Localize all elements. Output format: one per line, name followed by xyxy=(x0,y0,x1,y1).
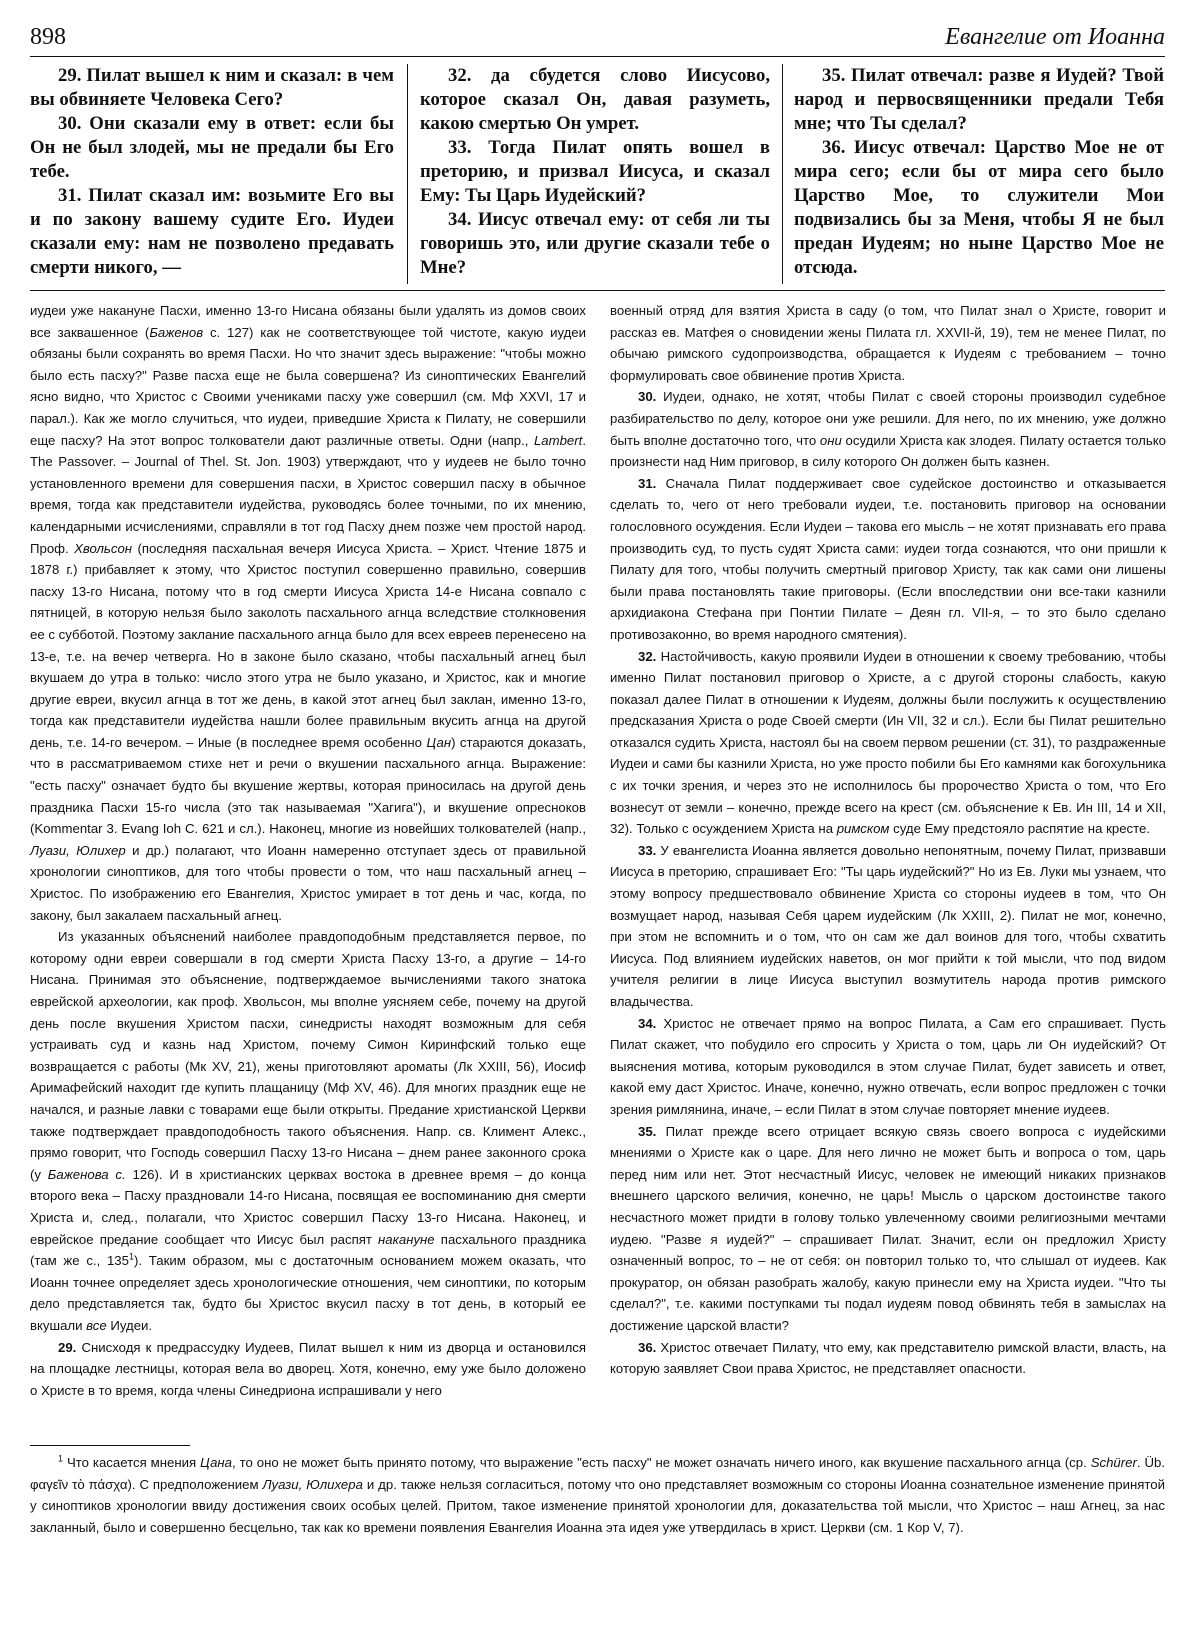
column-divider xyxy=(782,64,783,284)
footnote-reference: 1 xyxy=(128,1251,134,1262)
page-header xyxy=(30,18,1165,58)
scripture-verse-30: 30. Они сказали ему в ответ: если бы Он не был злодей, мы не предали бы Его тебе. xyxy=(30,113,394,182)
commentary-verse-31: 31. Сначала Пилат поддерживает свое судейское достоинство и отказывается сделать то, чего от него требовали иудеи, т.е. постановить приговор на основании голословного осуждения. Если Иудеи – такова его мысль – не хотят признавать его права производить суд, то пусть судят Христа сами: иудеи тогда сознаются, что они пришли к Пилату для того, чтобы получить смертный приговор Христу, так как сами они лишены были права постановлять такие приговоры. (Если впоследствии они все-таки казнили архидиакона Стефана при Понтии Пилате – Деян гл. VII-я, – то это было сделано противозаконно, во время народного смятения). xyxy=(610,475,1166,642)
footnote-rule xyxy=(30,1445,190,1446)
scripture-verse-35: 35. Пилат отвечал: разве я Иудей? Твой народ и первосвященники предали Тебя мне; что Ты сделал? xyxy=(794,65,1164,134)
scripture-verse-29: 29. Пилат вышел к ним и сказал: в чем вы обвиняете Человека Сего? xyxy=(30,65,394,110)
commentary-paragraph: военный отряд для взятия Христа в саду (о том, что Пилат знал о Христе, говорит и рассказ ев. Матфея о сновидении жены Пилата гл. XXVII-й, 19), тем не менее Пилат, по обычаю римского судопроизводства, обращается к Иудеям с требованием – точно формулировать свое обвинение против Христа. xyxy=(610,303,1166,383)
commentary-paragraph: Из указанных объяснений наиболее правдоподобным представляется первое, по которому одни евреи совершали в год смерти Христа Пасху 13-го, а другие – 14-го Нисана. Принимая это объяснение, подтверждаемое вычислениями такого знатока еврейской археологии, как проф. Хвольсон, мы вполне уясняем себе, почему на другой день после вкушения Христом пасхи, синедристы находят возможным для себя устраивать суд и казнь над Христом, почему Симон Киринфский только еще возвращается с работы (Мк XV, 21), жены приготовляют ароматы (Лк XXIII, 56), Иосиф Аримафейский находит где купить плащаницу (Мф XV, 46). Для многих праздник еще не начался, и разные лавки с товарами еще были открыты. Предание христианской Церкви также подтверждает правдоподобность такого объяснения. Напр. св. Климент Алекс., прямо говорит, что Господь совершил Пасху 13-го Нисана – днем ранее законного срока (у Баженова с. 126). И в христианских церквах востока в древнее время – до конца второго века – Пасху праздновали 14-го Нисана, посвящая ее воспоминанию дня смерти Христа и, след., полагали, что Христос совершил Пасху 13-го Нисана. Наконец, и еврейское предание сообщает что Иисус был распят накануне пасхального праздника (там же с., $135^1$). Таким образом, мы с достаточным основанием можем оказать, что Иоанн точнее определяет здесь хронологические отношения, чем синоптики, по которым дело представляется так, будто бы Христос вкусил пасху в тот день, в который ее вкушали все Иудеи. xyxy=(30,929,587,1333)
footnote-text: $^1$ Что касается мнения Цана, то оно не может быть принято потому, что выражение "есть пасху" не может означать ничего иного, как вкушение пасхального агнца (ср. Schürer. Üb. φαγεῖν τὸ πάσχα). С предположением Луази, Юлихера и др. также нельзя согласиться, потому что оно представляет возможным со стороны Иоанна сознательное изменение принятой у синоптиков хронологии ввиду достижения своих особых целей. Притом, такое изменение принятой хронологии для, доказательства той мысли, что Христос – наш Агнец, за нас закланный, было и совершенно бесцельно, так как ко времени появления Евангелия Иоанна эта идея уже утвердилась в христ. Церкви (см. 1 Кор V, 7). xyxy=(30,1453,1165,1535)
footnote-marker: 1 xyxy=(58,1453,64,1464)
commentary-verse-34: 34. Христос не отвечает прямо на вопрос Пилата, а Сам его спрашивает. Пусть Пилат скажет, что побудило его спросить у Христа о том, царь ли Он иудейский? От выяснения мотива, которым руководился в этом случае Пилат, будет зависеть и ответ, какой ему даст Христос. Иначе, конечно, нужно отвечать, если вопрос предложен с точки зрения римлянина, иначе, – если Пилат в этом случае повторяет мнение иудеев. xyxy=(610,1015,1166,1117)
verse-number: 29. xyxy=(58,1339,77,1355)
commentary-verse-33: 33. У евангелиста Иоанна является довольно непонятным, почему Пилат, призвавши Иисуса в преторию, спрашивает Его: "Ты царь иудейский?" Но из Ев. Луки мы узнаем, что этому вопросу предшествовало обвинение Христа со стороны иудеев в том, что Он возмущает народ, называя Себя царем иудейским (Лк XXIII, 2). Пилат не мог, конечно, при этом не вспомнить и о том, что он сам же дал воинов для того, чтобы схватить Иисуса. Под влиянием иудейских наветов, он мог прийти к той мысли, что под видом учителя религии в лице Иисуса выступил возмутитель народа против римского владычества. xyxy=(610,842,1166,1009)
footnote xyxy=(30,1452,1165,1538)
verse-number: 35. xyxy=(638,1123,657,1139)
scripture-verse-36: 36. Иисус отвечал: Царство Мое не от мира сего; если бы от мира сего было Царство Мое, то служители Мои подвизались бы за Меня, чтобы Я не был предан Иудеям; но ныне Царство Мое не отсюда. xyxy=(794,137,1164,278)
scripture-verse-34: 34. Иисус отвечал ему: от себя ли ты говоришь это, или другие сказали тебе о Мне? xyxy=(420,209,770,278)
page-number: 898 xyxy=(30,24,66,50)
verse-number: 31. xyxy=(638,475,657,491)
verse-number: 30. xyxy=(638,389,657,405)
scripture-column-2 xyxy=(420,64,770,286)
scripture-column-1 xyxy=(30,64,394,286)
running-title: Евангелие от Иоанна xyxy=(945,24,1165,50)
header-rule xyxy=(30,56,1165,57)
verse-number: 34. xyxy=(638,1015,657,1031)
commentary-verse-29: 29. Снисходя к предрассудку Иудеев, Пилат вышел к ним из дворца и остановился на площадке лестницы, которая вела во дворец. Хотя, конечно, ему уже было доложено о Христе в то время, когда члены Синедриона испрашивали у него xyxy=(30,1339,586,1398)
verse-number: 33. xyxy=(638,842,657,858)
scripture-verse-32: 32. да сбудется слово Иисусово, которое сказал Он, давая разуметь, какою смертью Он умрет. xyxy=(420,65,770,134)
verse-number: 32. xyxy=(638,648,657,664)
commentary-verse-35: 35. Пилат прежде всего отрицает всякую связь своего вопроса с иудейскими мнениями о Христе как о царе. Для него лично не может быть и вопроса о том, царь перед ним или нет. Этот несчастный Иисус, человек не имеющий никаких признаков внешнего царского величия, конечно, не царь! Мысль о царском достоинстве такого несчастного может придти в голову только увлеченному своими религиозными мечтами иудею. "Разве я иудей?" – спрашивает Пилат. Значит, если он предложил Христу означенный вопрос, то – не от себя: он повторил только то, что слышал от иудеев. Как прокуратор, он обязан разобрать жалобу, какую принесли ему на Христа иудеи. "Что ты сделал?", т.е. какими поступками ты подал иудеям повод обвинять тебя в замыслах на достижение царской власти? xyxy=(610,1123,1166,1333)
commentary-verse-30: 30. Иудеи, однако, не хотят, чтобы Пилат с своей стороны производил судебное разбирательство по делу, которое они уже решили. Для него, по их мнению, уже должно быть вполне достаточно того, что они осудили Христа как злодея. Пилату остается только произнести над Ним приговор, в силу которого Он должен быть казнен. xyxy=(610,389,1166,470)
verse-number: 36. xyxy=(638,1339,657,1355)
scripture-verse-31: 31. Пилат сказал им: возьмите Его вы и по закону вашему судите Его. Иудеи сказали ему: нам не позволено предавать смерти никого, — xyxy=(30,185,394,278)
commentary-paragraph: иудеи уже накануне Пасхи, именно 13-го Нисана обязаны были удалять из домов своих все заквашенное (Баженов с. 127) как не соответствующее той чистоте, какую иудеи обязаны были сохранять во время Пасхи. Но что значит здесь выражение: "чтобы можно было есть пасху?" Разве пасха еще не была совершена? Из синоптических Евангелий ясно видно, что Христос с Своими учениками пасху уже совершил (см. Мф XXVI, 17 и парал.). Как же могло случиться, что иудеи, приведшие Христа к Пилату, не совершили еще пасху? На этот вопрос толкователи дают различные ответы. Одни (напр., Lambert. The Passover. – Journal of Thel. St. Jon. 1903) утверждают, что у иудеев не было точно установленного времени для совершения пасхи, в Христос совершил пасху в обычное время, тогда как представители иудейства, руководясь более точными, по их мнению, календарными исчислениями, справляли в тот год Пасху днем позже чем простой народ. Проф. Хвольсон (последняя пасхальная вечеря Иисуса Христа. – Христ. Чтение 1875 и 1878 г.) прибавляет к этому, что Христос поступил совершенно правильно, совершив пасху 13-го Нисана, потому что в год смерти Иисуса Христа 14-е Нисана совпало с пятницей, в которую нельзя было заколоть пасхального агнца вследствие столкновения ее с субботой. Поэтому заклание пасхального агнца было для всех евреев перенесено на 13-е, т.е. на вечер четверга. Но в законе было сказано, чтобы пасхальный агнец был вкушаем до утра в только: число этого утра не было указано, и Христос, как и многие другие евреи, вкусил агнца в тот же день, в какой этот агнец был заклан, именно 13-го, тогда как представители иудейства нашли более правильным вкусить агнца на другой день, т.е. 14-го вечером. – Иные (в последнее время особенно Цан) стараются доказать, что в рассматриваемом стихе нет и речи о вкушении пасхального агнца. Выражение: "есть пасху" означает будто бы вкушение жертвы, которая приносилась на другой день праздника Пасхи 15-го числа (это так называемая "Хагига"), и вкушение опресноков (Kommentar 3. Evang Ioh C. 621 и сл.). Наконец, многие из новейших толкователей (напр., Луази, Юлихер и др.) полагают, что Иоанн намеренно отступает здесь от правильной хронологии синоптиков, для того чтобы провести о том, что наш пасхальный агнец – Христос. По изображению его Евангелия, Христос умирает в тот день и час, когда, по закону, был закалаем пасхальный агнец. xyxy=(30,303,587,923)
scripture-column-3 xyxy=(794,64,1164,286)
commentary-verse-32: 32. Настойчивость, какую проявили Иудеи в отношении к своему требованию, чтобы именно Пилат постановил приговор о Христе, а с другой стороны слабость, какую показал далее Пилат в отношении к Иудеям, должны были послужить к осуществлению предсказания Христа о роде Своей смерти (Ин VII, 32 и сл.). Если бы Пилат решительно отказался судить Христа, настоял бы на своем первом решении (ст. 31), то раздраженные Иудеи и сами бы казнили Христа, но уже просто побили бы Его камнями как богохульника с их точки зрения, и через это не исполнилось бы пророчество Христа о том, что Его вознесут от земли – конечно, прежде всего на крест (см. объяснение к Ев. Ин III, 14 и XII, 32). Только с осуждением Христа на римском суде Ему предстояло распятие на кресте. xyxy=(610,648,1166,837)
scripture-rule xyxy=(30,290,1165,291)
column-divider xyxy=(407,64,408,284)
commentary-left-column xyxy=(30,300,586,1440)
commentary-verse-36: 36. Христос отвечает Пилату, что ему, как представителю римской власти, власть, на которую заявляет Свои права Христос, не представляет опасности. xyxy=(610,1339,1166,1377)
commentary-right-column xyxy=(610,300,1166,1440)
scripture-verse-33: 33. Тогда Пилат опять вошел в преторию, и призвал Иисуса, и сказал Ему: Ты Царь Иудейский? xyxy=(420,137,770,206)
